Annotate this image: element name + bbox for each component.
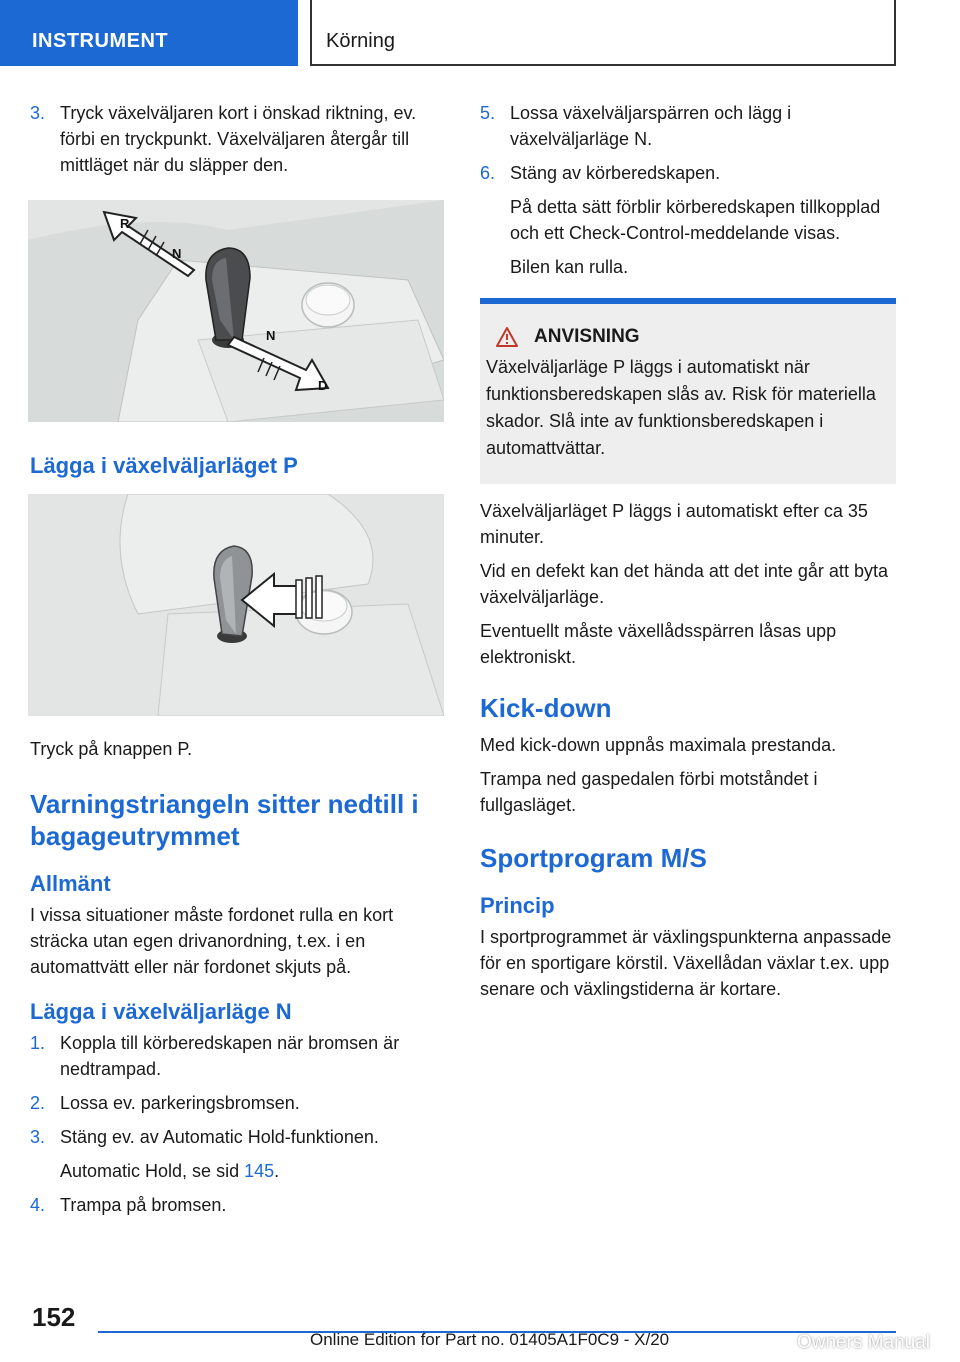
list-item — [30, 1124, 448, 1150]
step-number: 2. — [30, 1093, 46, 1113]
notice-header — [486, 326, 888, 348]
gear-label-d: D — [318, 378, 328, 393]
paragraph: Vid en defekt kan det hända att det inte går att byta växelväljarläge. — [480, 561, 888, 607]
paragraph: Eventuellt måste växellådsspärren låsas upp elektroniskt. — [480, 621, 837, 667]
gear-label-n-lower: N — [266, 328, 276, 343]
page-footer — [0, 1290, 960, 1362]
step-number: 3. — [30, 103, 46, 123]
park-button-illustration — [28, 494, 444, 716]
heading-sport-program: Sportprogram M/S — [480, 843, 707, 873]
gear-selector-figure — [28, 200, 444, 422]
kickdown-text-2: Trampa ned gaspedalen förbi motståndet i fullgasläget. — [480, 769, 818, 815]
step6-detail: På detta sätt förblir körberedskapen tillkopplad och ett Check-Control-meddelande visas. — [510, 197, 881, 243]
step-text: Stäng av körberedskapen. — [510, 163, 721, 183]
page-header — [0, 0, 960, 66]
park-caption: Tryck på knappen P. — [30, 739, 193, 759]
warning-triangle-icon — [496, 327, 518, 347]
heading-warning-triangle: Varningstriangeln sitter nedtill i bagageutrymmet — [30, 789, 419, 851]
section-tab: INSTRUMENT — [0, 0, 298, 66]
edition-text: Online Edition for Part no. 01405A1F0C9 - X/20 — [310, 1330, 670, 1349]
list-item — [30, 1030, 448, 1082]
step-text: Tryck växelväljaren kort i önskad riktning, ev. förbi en tryckpunkt. Växelväljaren återgår till mittläget när du släpper den. — [60, 103, 417, 175]
gear-label-n-upper: N — [172, 246, 182, 261]
reference-suffix: . — [274, 1161, 280, 1181]
step-text: Lossa växelväljarspärren och lägg i växelväljarläge N. — [510, 103, 792, 149]
step-number: 5. — [480, 103, 496, 123]
general-text: I vissa situationer måste fordonet rulla en kort sträcka utan egen drivanordning, t.ex. i en automattvätt eller när fordonet skjuts på. — [30, 905, 394, 977]
principle-text: I sportprogrammet är växlingspunkterna anpassade för en sportigare körstil. Växellådan växlar t.ex. upp senare och växlingstiderna är kortare. — [480, 927, 892, 999]
step6-detail-2: Bilen kan rulla. — [510, 257, 629, 277]
reference-text: Automatic Hold, se sid — [60, 1161, 245, 1181]
watermark: Owners Manual — [796, 1332, 930, 1353]
park-button-figure — [28, 494, 444, 716]
chapter-title: Körning — [310, 0, 896, 66]
step-number: 4. — [30, 1195, 46, 1215]
step-number: 6. — [480, 163, 496, 183]
list-item — [30, 100, 448, 178]
list-item — [480, 160, 896, 186]
step-number: 1. — [30, 1033, 46, 1053]
right-column — [480, 100, 896, 1010]
gear-label-r: R — [120, 216, 130, 231]
paragraph: Växelväljarläget P läggs i automatiskt efter ca 35 minuter. — [480, 501, 868, 547]
notice-title: ANVISNING — [534, 326, 640, 347]
heading-general: Allmänt — [30, 871, 111, 896]
page-number: 152 — [32, 1302, 76, 1332]
step-text: Koppla till körberedskapen när bromsen är nedtrampad. — [60, 1033, 400, 1079]
auto-hold-reference — [30, 1158, 448, 1184]
gear-selector-illustration — [28, 200, 444, 422]
heading-neutral: Lägga i växelväljarläge N — [30, 999, 292, 1024]
list-item — [30, 1192, 448, 1218]
heading-principle: Princip — [480, 893, 555, 918]
heading-kickdown: Kick-down — [480, 693, 612, 723]
step-text: Stäng ev. av Automatic Hold-funktionen. — [60, 1127, 379, 1147]
heading-park: Lägga i växelväljarläget P — [30, 453, 298, 478]
notice-text: Växelväljarläge P läggs i automatiskt när funktionsberedskapen slås av. Risk för materiella skador. Slå inte av funktionsberedskapen i automattvättar. — [486, 357, 876, 458]
step-text: Trampa på bromsen. — [60, 1195, 227, 1215]
notice-box — [480, 298, 896, 484]
list-item — [30, 1090, 448, 1116]
page-link-145[interactable]: 145 — [244, 1161, 275, 1181]
step-text: Lossa ev. parkeringsbromsen. — [60, 1093, 300, 1113]
step-number: 3. — [30, 1127, 46, 1147]
kickdown-text: Med kick-down uppnås maximala prestanda. — [480, 735, 837, 755]
list-item — [480, 100, 896, 152]
left-column — [30, 100, 448, 1226]
